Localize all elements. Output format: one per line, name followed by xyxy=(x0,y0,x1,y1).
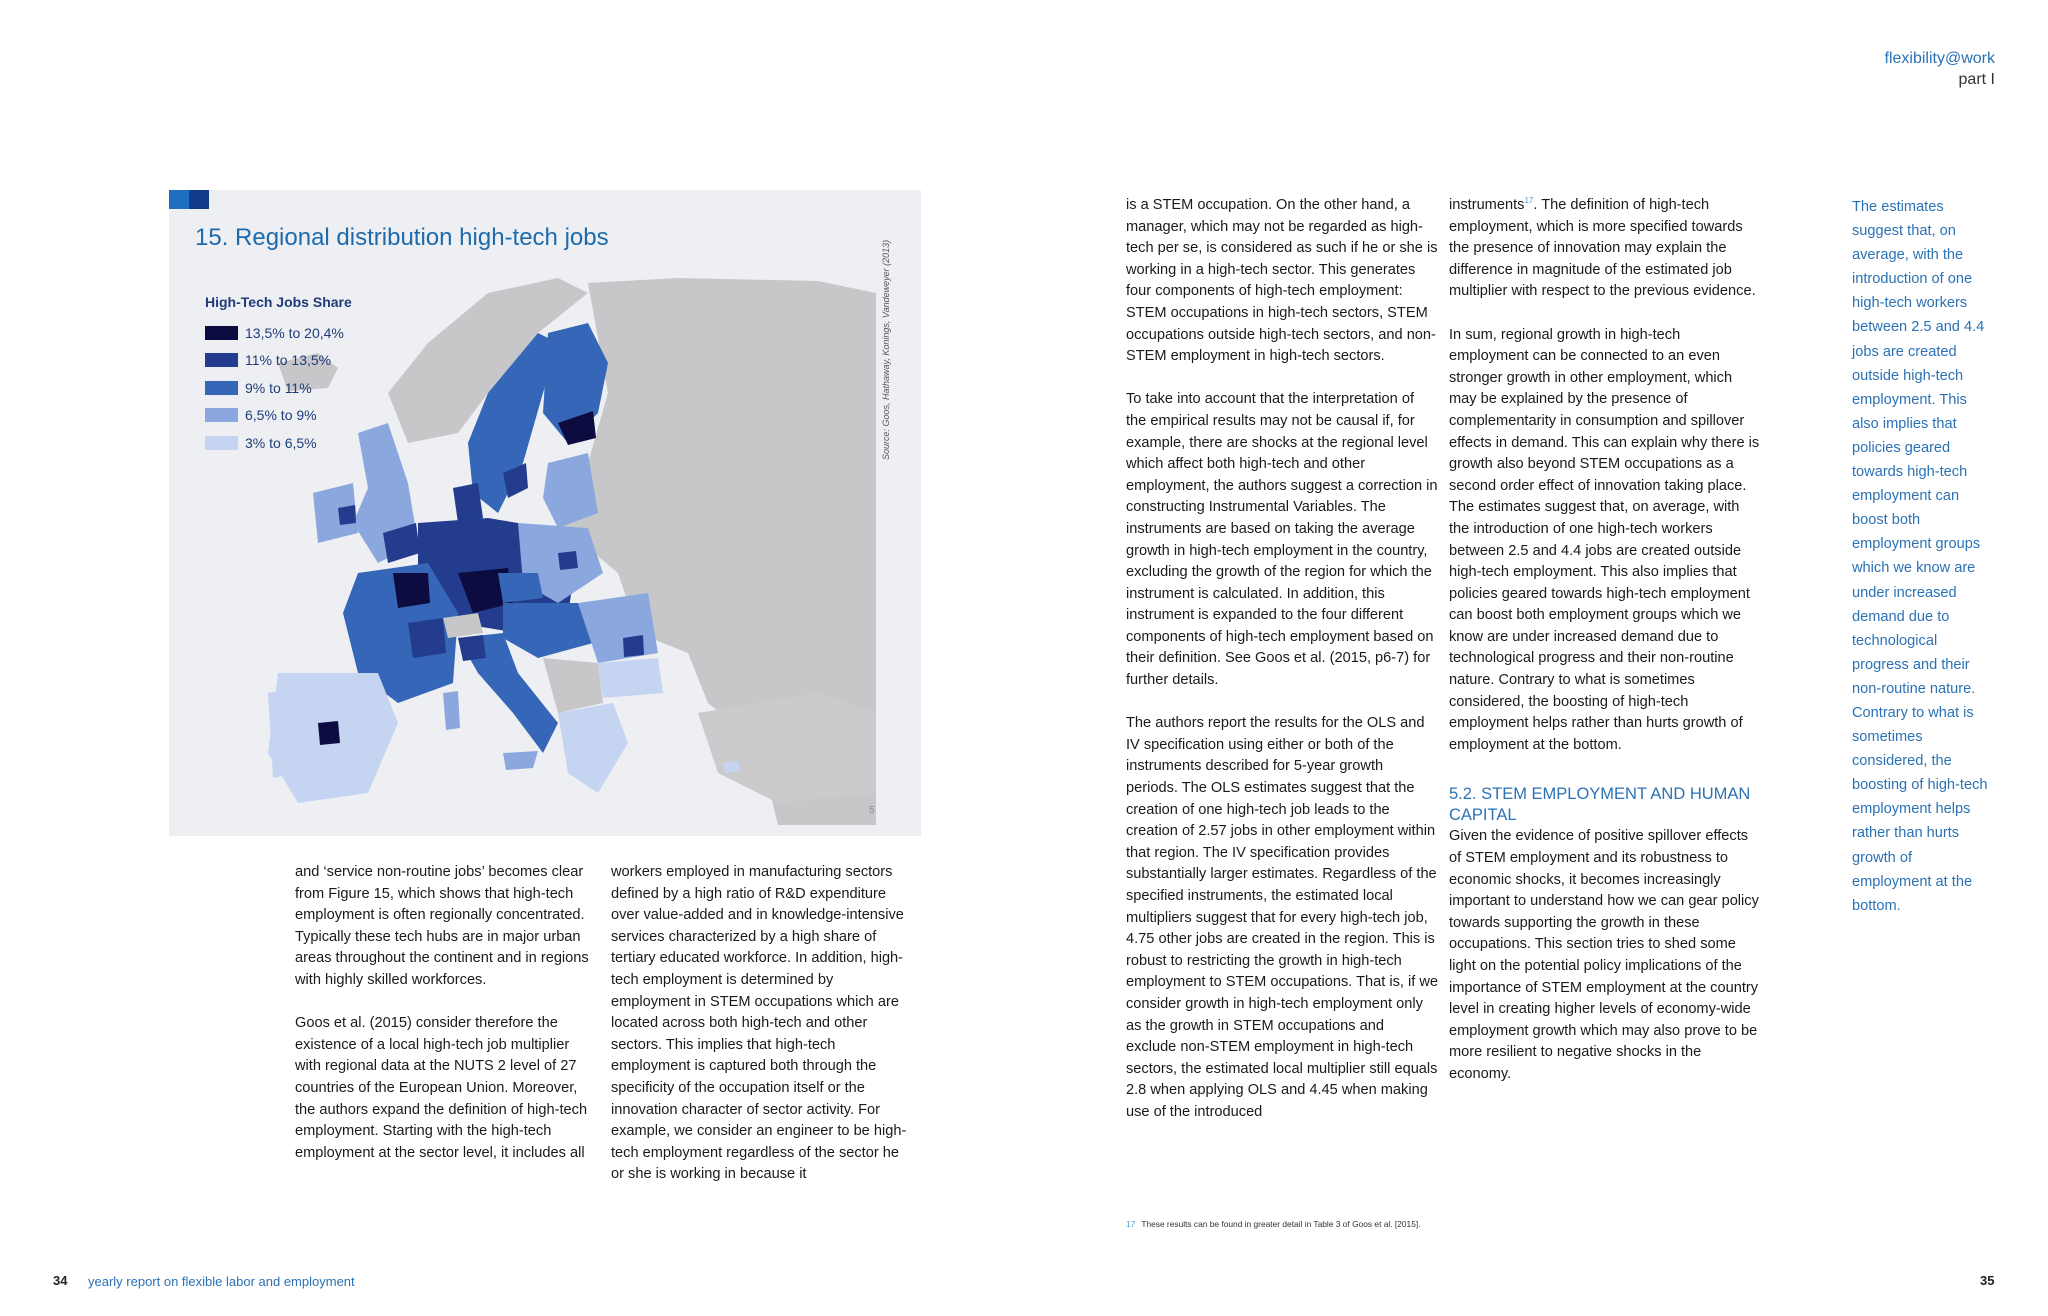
legend-swatch xyxy=(205,353,238,367)
map-sardinia xyxy=(443,691,460,730)
running-header xyxy=(1885,48,1995,90)
figure-accent-squares xyxy=(169,190,209,209)
legend-label: 13,5% to 20,4% xyxy=(245,324,344,341)
map-western-balkans xyxy=(543,658,603,713)
accent-square-dark xyxy=(189,190,209,209)
legend-item xyxy=(205,429,352,457)
running-footer: yearly report on flexible labor and employment xyxy=(88,1274,355,1289)
body-column-left-2 xyxy=(611,862,911,1186)
paragraph: Given the evidence of positive spillover effects of STEM employment and its robustness to economic shocks, it becomes increasingly important to understand how we can gear policy towards supporting the growth in these occupations. This section tries to shed some light on the potential policy implications of the importance of STEM employment at the country level in creating higher levels of economy-wide employment growth which may also prove to be more resilient to negative shocks in the economy. xyxy=(1449,828,1759,1082)
footnote-ref[interactable]: 17 xyxy=(1524,196,1534,206)
map-cyprus xyxy=(723,761,740,773)
map-turkey xyxy=(698,693,876,803)
legend-swatch xyxy=(205,436,238,450)
map-denmark xyxy=(453,483,483,523)
header-part: part I xyxy=(1958,71,1995,88)
accent-square-light xyxy=(169,190,189,209)
map-paris xyxy=(393,573,430,608)
legend-label: 3% to 6,5% xyxy=(245,434,317,451)
legend-item xyxy=(205,319,352,347)
text-run: . The definition of high-tech employment, which is more specified towards the presence of innovation may explain the difference in magnitude of the estimated job multiplier with respect to the previous evidence. xyxy=(1449,197,1756,300)
map-bulgaria xyxy=(598,658,663,698)
body-column-left-1 xyxy=(295,862,595,1164)
map-bucharest xyxy=(623,635,644,657)
figure-source: Source: Goos, Hathaway, Konings, Vandeweyer (2013) xyxy=(881,239,891,460)
map-czech xyxy=(498,573,543,603)
body-column-right-2 xyxy=(1449,195,1761,1086)
paragraph: To take into account that the interpretation of the empirical results may not be causal if, for example, there are shocks at the regional level which affect both high-tech and other employment, the authors suggest a correction in constructing Instrumental Variables. The instruments are based on taking the average growth in high-tech employment in the country, excluding the growth of the region for which the instrument is calculated. In addition, this instrument is expanded to the four different components of high-tech employment based on their definition. See Goos et al. (2015, p6-7) for further details. xyxy=(1126,391,1438,689)
paragraph: Goos et al. (2015) consider therefore the existence of a local high-tech job multiplier with regional data at the NUTS 2 level of 27 countries of the European Union. Moreover, the authors expand the definition of high-tech employment. Starting with the high-tech employment at the sector level, it includes all xyxy=(295,1015,588,1161)
paragraph: The authors report the results for the OLS and IV specification using either or both of the instruments described for 5-year growth periods. The OLS estimates suggest that the creation of one high-tech job leads to the creation of 2.57 jobs in other employment within that region. The IV specification provides substantially larger estimates. Regardless of the specified instruments, the estimated local multipliers suggest that for every high-tech job, 4.75 other jobs are created in the region. This is robust to restricting the growth in high-tech employment to STEM occupations. That is, if we consider growth in high-tech employment only as the growth in STEM occupations and exclude non-STEM employment in high-tech sectors, the estimated local multiplier still equals 2.8 when applying OLS and 4.45 when making use of the introduced xyxy=(1126,715,1439,1120)
map-sicily xyxy=(503,751,538,770)
figure-title: 15. Regional distribution high-tech jobs xyxy=(195,224,609,251)
legend-label: 9% to 11% xyxy=(245,379,312,396)
legend-swatch xyxy=(205,326,238,340)
map-romania xyxy=(578,593,658,663)
sidebar-pull-quote: The estimates suggest that, on average, with the introduction of one high-tech workers between 2.5 and 4.4 jobs are created outside high-tech employment. This also implies that policies geared towards high-tech employment can boost both employment groups which we know are under increased demand due to technological progress and their non-routine nature. Contrary to what is sometimes considered, the boosting of high-tech employment helps rather than hurts growth of employment at the bottom. xyxy=(1852,199,1988,914)
paragraph: In sum, regional growth in high-tech employment can be connected to an even stronger growth in other employment, which may be explained by the presence of complementarity in consumption and spillover effects in demand. This can explain why there is growth also beyond STEM occupations as a second order effect of innovation taking place. The estimates suggest that, on average, with the introduction of one high-tech workers between 2.5 and 4.4 jobs are created outside high-tech employment. This also implies that policies geared towards high-tech employment can boost both employment groups which we know are under increased demand due to technological progress and their non-routine nature. Contrary to what is sometimes considered, the boosting of high-tech employment helps rather than hurts growth of employment at the bottom. xyxy=(1449,326,1760,753)
footnote-number: 17 xyxy=(1126,1219,1136,1229)
map-dublin xyxy=(338,505,356,525)
map-lyon xyxy=(408,618,446,658)
header-brand: flexibility@work xyxy=(1884,50,1995,67)
map-legend xyxy=(205,294,352,457)
map-greece xyxy=(558,703,628,793)
paragraph: workers employed in manufacturing sectors defined by a high ratio of R&D expenditure over value-added and in knowledge-intensive services characterized by a high share of tertiary educated workforce. In addition, high-tech employment is determined by employment in STEM occupations which are located across both high-tech and other sectors. This implies that high-tech employment is captured both through the specificity of the occupation itself or the innovation character of sector activity. For example, we consider an engineer to be high-tech employment regardless of the sector he or she is working in because it xyxy=(611,864,907,1183)
page-number-right: 35 xyxy=(1980,1273,1995,1288)
body-column-right-1 xyxy=(1126,195,1438,1124)
legend-item xyxy=(205,347,352,375)
section-heading: 5.2. STEM EMPLOYMENT AND HUMAN CAPITAL xyxy=(1449,785,1751,825)
legend-swatch xyxy=(205,381,238,395)
map-portugal xyxy=(268,688,298,778)
map-austria-hungary xyxy=(503,603,593,658)
figure-corner-number: 5 xyxy=(869,805,875,816)
paragraph: is a STEM occupation. On the other hand, a manager, which may not be regarded as high-tech per se, is considered as such if he or she is working in a high-tech sector. This generates four components of high-tech employment: STEM occupations in high-tech sectors, STEM occupations outside high-tech sectors, and non-STEM employment in high-tech sectors. xyxy=(1126,197,1438,365)
paragraph: and ‘service non-routine jobs’ becomes clear from Figure 15, which shows that high-tech employment is often regionally concentrated. Typically these tech hubs are in major urban areas throughout the continent and in regions with highly skilled workforces. xyxy=(295,864,589,988)
legend-label: 6,5% to 9% xyxy=(245,407,317,424)
map-warsaw xyxy=(558,551,578,570)
legend-label: 11% to 13,5% xyxy=(245,352,332,369)
footnote xyxy=(1126,1219,1421,1229)
page-number-left: 34 xyxy=(53,1273,68,1288)
map-madrid xyxy=(318,721,340,745)
legend-item xyxy=(205,402,352,430)
text-run: instruments xyxy=(1449,197,1525,213)
paragraph xyxy=(1449,195,1761,303)
legend-swatch xyxy=(205,408,238,422)
legend-item xyxy=(205,374,352,402)
footnote-text: These results can be found in greater detail in Table 3 of Goos et al. [2015]. xyxy=(1141,1219,1421,1229)
legend-title: High-Tech Jobs Share xyxy=(205,294,352,310)
map-milan xyxy=(458,635,486,661)
